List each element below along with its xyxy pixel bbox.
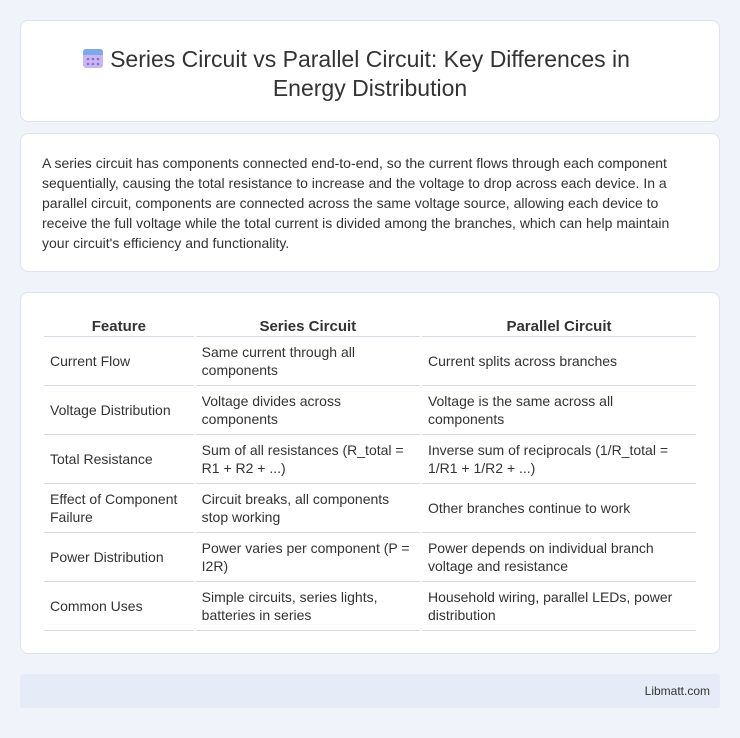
table-row bbox=[44, 533, 696, 582]
comparison-card bbox=[20, 292, 720, 654]
table-row bbox=[44, 386, 696, 435]
table-header-row bbox=[44, 315, 696, 337]
feature-cell: Total Resistance bbox=[44, 435, 194, 484]
page-title-line2: Energy Distribution bbox=[272, 75, 468, 101]
series-cell: Sum of all resistances (R_total = R1 + R2 + ...) bbox=[196, 435, 420, 484]
parallel-cell: Inverse sum of reciprocals (1/R_total = 1/R1 + 1/R2 + ...) bbox=[422, 435, 696, 484]
parallel-cell: Household wiring, parallel LEDs, power distribution bbox=[422, 582, 696, 631]
parallel-cell: Power depends on individual branch voltage and resistance bbox=[422, 533, 696, 582]
intro-card bbox=[20, 133, 720, 272]
feature-cell: Effect of Component Failure bbox=[44, 484, 194, 533]
series-cell: Simple circuits, series lights, batteries in series bbox=[196, 582, 420, 631]
table-row bbox=[44, 582, 696, 631]
comparison-table bbox=[42, 315, 698, 631]
table-row bbox=[44, 337, 696, 386]
feature-cell: Power Distribution bbox=[44, 533, 194, 582]
series-cell: Power varies per component (P = I2R) bbox=[196, 533, 420, 582]
header-parallel: Parallel Circuit bbox=[422, 315, 696, 337]
title-card bbox=[20, 20, 720, 122]
header-series: Series Circuit bbox=[196, 315, 420, 337]
header-feature: Feature bbox=[44, 315, 194, 337]
series-cell: Voltage divides across components bbox=[196, 386, 420, 435]
table-row bbox=[44, 435, 696, 484]
table-row bbox=[44, 484, 696, 533]
parallel-cell: Current splits across branches bbox=[422, 337, 696, 386]
feature-cell: Common Uses bbox=[44, 582, 194, 631]
page-title-line1: Series Circuit vs Parallel Circuit: Key Differences in bbox=[110, 46, 630, 72]
footer-site-link[interactable]: Libmatt.com bbox=[644, 684, 710, 698]
series-cell: Same current through all components bbox=[196, 337, 420, 386]
page-title bbox=[21, 45, 719, 103]
parallel-cell: Voltage is the same across all components bbox=[422, 386, 696, 435]
series-cell: Circuit breaks, all components stop working bbox=[196, 484, 420, 533]
parallel-cell: Other branches continue to work bbox=[422, 484, 696, 533]
footer bbox=[20, 674, 720, 708]
feature-cell: Voltage Distribution bbox=[44, 386, 194, 435]
intro-paragraph: A series circuit has components connected end-to-end, so the current flows through each component sequentially, causing the total resistance to increase and the voltage to drop across each device. In a parallel circuit, components are connected across the same voltage source, allowing each device to receive the full voltage while the total current is divided among the branches, which can help maintain your circuit's efficiency and functionality. bbox=[42, 155, 670, 251]
feature-cell: Current Flow bbox=[44, 337, 194, 386]
